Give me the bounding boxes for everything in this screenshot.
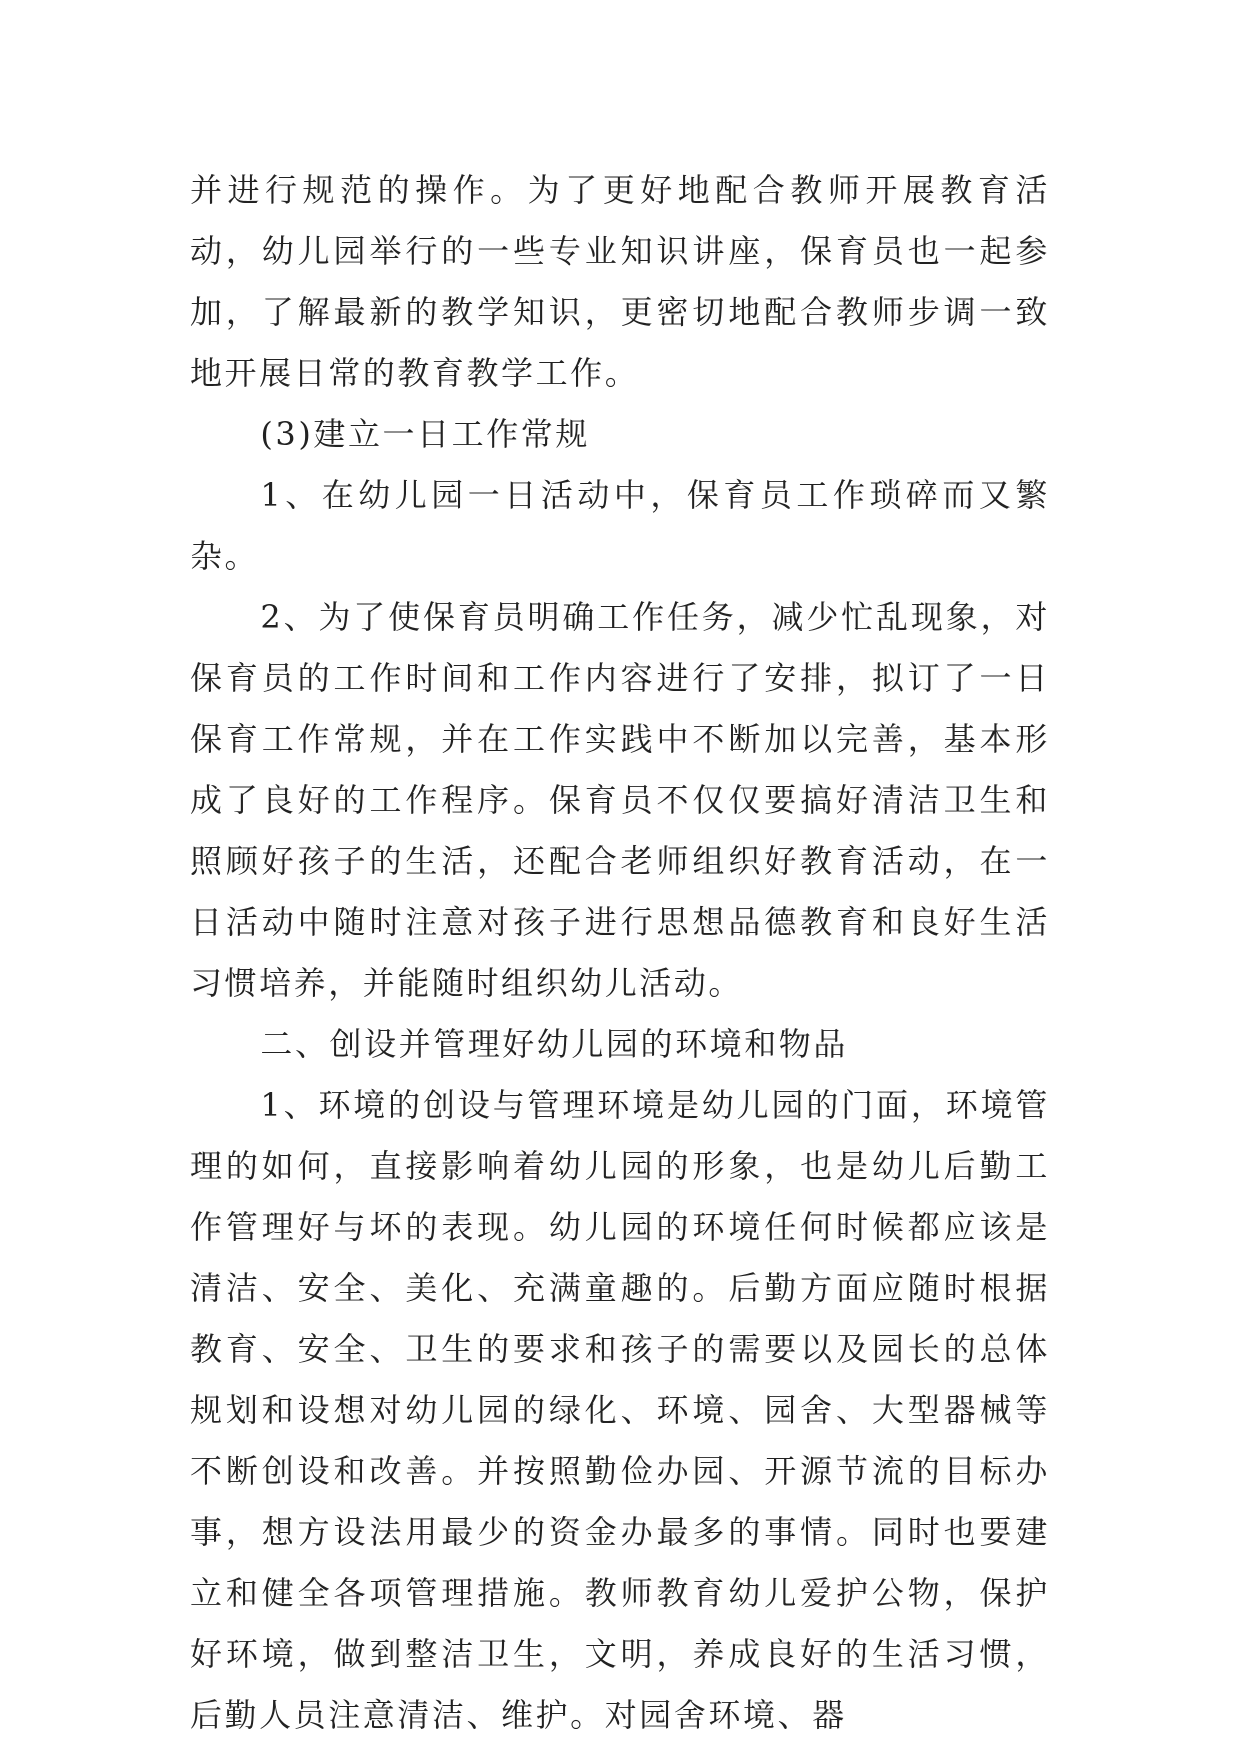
paragraph-environment-management: 1、环境的创设与管理环境是幼儿园的门面，环境管理的如何，直接影响着幼儿园的形象，也是幼儿后勤工作管理好与坏的表现。幼儿园的环境任何时候都应该是清洁、安全、美化、充满童趣的。后勤方面应随时根据教育、安全、卫生的要求和孩子的需要以及园长的总体规划和设想对幼儿园的绿化、环境、园舍、大型器械等不断创设和改善。并按照勤俭办园、开源节流的目标办事，想方设法用最少的资金办最多的事情。同时也要建立和健全各项管理措施。教师教育幼儿爱护公物，保护好环境，做到整洁卫生，文明，养成良好的生活习惯，后勤人员注意清洁、维护。对园舍环境、器 (190, 1086, 1050, 1734)
paragraph-heading-daily-routine: (3)建立一日工作常规 (260, 415, 590, 453)
document-body (190, 160, 1050, 1746)
paragraph-item-2: 2、为了使保育员明确工作任务，减少忙乱现象，对保育员的工作时间和工作内容进行了安排，拟订了一日保育工作常规，并在工作实践中不断加以完善，基本形成了良好的工作程序。保育员不仅仅要搞好清洁卫生和照顾好孩子的生活，还配合老师组织好教育活动，在一日活动中随时注意对孩子进行思想品德教育和良好生活习惯培养，并能随时组织幼儿活动。 (190, 598, 1050, 1002)
paragraph-item-1: 1、在幼儿园一日活动中，保育员工作琐碎而又繁杂。 (190, 476, 1050, 575)
paragraph-continuation: 并进行规范的操作。为了更好地配合教师开展教育活动，幼儿园举行的一些专业知识讲座，保育员也一起参加，了解最新的教学知识，更密切地配合教师步调一致地开展日常的教育教学工作。 (190, 171, 1050, 392)
section-heading-environment: 二、创设并管理好幼儿园的环境和物品 (260, 1025, 848, 1063)
